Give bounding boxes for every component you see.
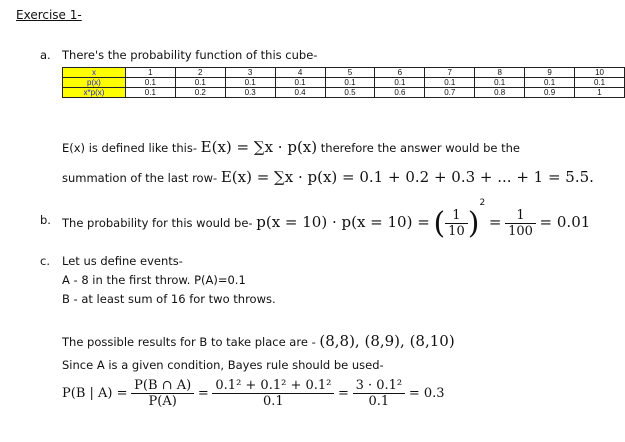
summation-text: summation of the last row-: [62, 171, 218, 185]
table-cell: 5: [325, 68, 375, 78]
part-c-line3: B - at least sum of 16 for two throws.: [62, 292, 276, 306]
table-cell: 0.3: [225, 88, 275, 98]
bayes-formula: [62, 378, 445, 409]
table-cell: 0.1: [175, 78, 225, 88]
bayes-result: = 0.3: [408, 386, 445, 401]
exercise-title: Exercise 1-: [16, 8, 82, 22]
part-c-line2: A - 8 in the first throw. P(A)=0.1: [62, 273, 246, 287]
fraction-three-times: $\frac{\text{3 · 0.1²}}{0.1}$: [353, 378, 406, 409]
table-header-px: p(x): [63, 78, 126, 88]
definition-text: E(x) is defined like this-: [62, 141, 197, 155]
table-cell: 0.1: [325, 78, 375, 88]
table-cell: 0.7: [425, 88, 475, 98]
table-cell: 0.9: [525, 88, 575, 98]
table-cell: 4: [275, 68, 325, 78]
bayes-text: Since A is a given condition, Bayes rule should be used-: [62, 358, 384, 372]
equals-sign: =: [197, 386, 209, 401]
table-cell: 0.6: [375, 88, 425, 98]
table-cell: 0.4: [275, 88, 325, 98]
fraction-sum-squares: $\frac{\text{0.1² + 0.1² + 0.1²}}{0.1}$: [212, 378, 334, 409]
fraction-bayes: $\frac{P(B \cap A)}{P(A)}$: [131, 378, 194, 409]
table-row-x: [63, 68, 625, 78]
fraction-one-hundredth: $\frac{1}{100}$: [505, 208, 536, 239]
left-paren-icon: (: [433, 206, 446, 241]
right-paren-icon: ): [467, 206, 480, 241]
table-cell: 0.1: [575, 78, 625, 88]
bayes-lhs: P(B | A) =: [62, 386, 128, 401]
definition-line: [62, 138, 520, 156]
table-cell: 1: [575, 88, 625, 98]
equals-sign: =: [338, 386, 349, 401]
definition-formula: E(x) = ∑x · p(x): [200, 138, 318, 156]
table-row-xpx: [63, 88, 625, 98]
table-cell: 1: [125, 68, 175, 78]
summation-line: [62, 168, 594, 186]
table-header-xpx: x*p(x): [63, 88, 126, 98]
table-cell: 8: [475, 68, 525, 78]
table-cell: 0.1: [125, 78, 175, 88]
exponent: 2: [479, 198, 486, 208]
part-b-line: [62, 198, 590, 241]
part-b-text: The probability for this would be-: [62, 216, 253, 230]
table-cell: 0.1: [275, 78, 325, 88]
part-c-line1: Let us define events-: [62, 254, 183, 268]
possible-results-line: [62, 332, 455, 350]
probability-table: [62, 67, 625, 98]
table-cell: 10: [575, 68, 625, 78]
table-cell: 0.1: [375, 78, 425, 88]
part-c-marker: c.: [40, 254, 50, 268]
table-row-px: [63, 78, 625, 88]
part-b-result: = 0.01: [539, 213, 591, 231]
table-cell: 3: [225, 68, 275, 78]
possible-results-formula: (8,8), (8,9), (8,10): [319, 332, 455, 350]
possible-results-text: The possible results for B to take place are -: [62, 335, 316, 349]
table-cell: 0.2: [175, 88, 225, 98]
part-b-marker: b.: [40, 213, 51, 227]
table-cell: 7: [425, 68, 475, 78]
summation-formula: E(x) = ∑x · p(x) = 0.1 + 0.2 + 0.3 + ... + 1 = 5.5.: [220, 168, 594, 186]
part-b-formula-left: p(x = 10) · p(x = 10) =: [256, 213, 430, 231]
equals-sign: =: [488, 213, 502, 231]
table-cell: 0.1: [425, 78, 475, 88]
table-cell: 0.8: [475, 88, 525, 98]
table-cell: 2: [175, 68, 225, 78]
table-cell: 0.1: [125, 88, 175, 98]
table-cell: 9: [525, 68, 575, 78]
table-cell: 0.1: [225, 78, 275, 88]
table-cell: 0.1: [525, 78, 575, 88]
definition-tail: therefore the answer would be the: [320, 141, 520, 155]
part-a-intro: There's the probability function of this cube-: [62, 48, 318, 62]
fraction-one-tenth: $\frac{1}{10}$: [445, 208, 468, 239]
table-cell: 0.5: [325, 88, 375, 98]
part-a-marker: a.: [40, 48, 51, 62]
table-cell: 6: [375, 68, 425, 78]
table-header-x: x: [63, 68, 126, 78]
table-cell: 0.1: [475, 78, 525, 88]
